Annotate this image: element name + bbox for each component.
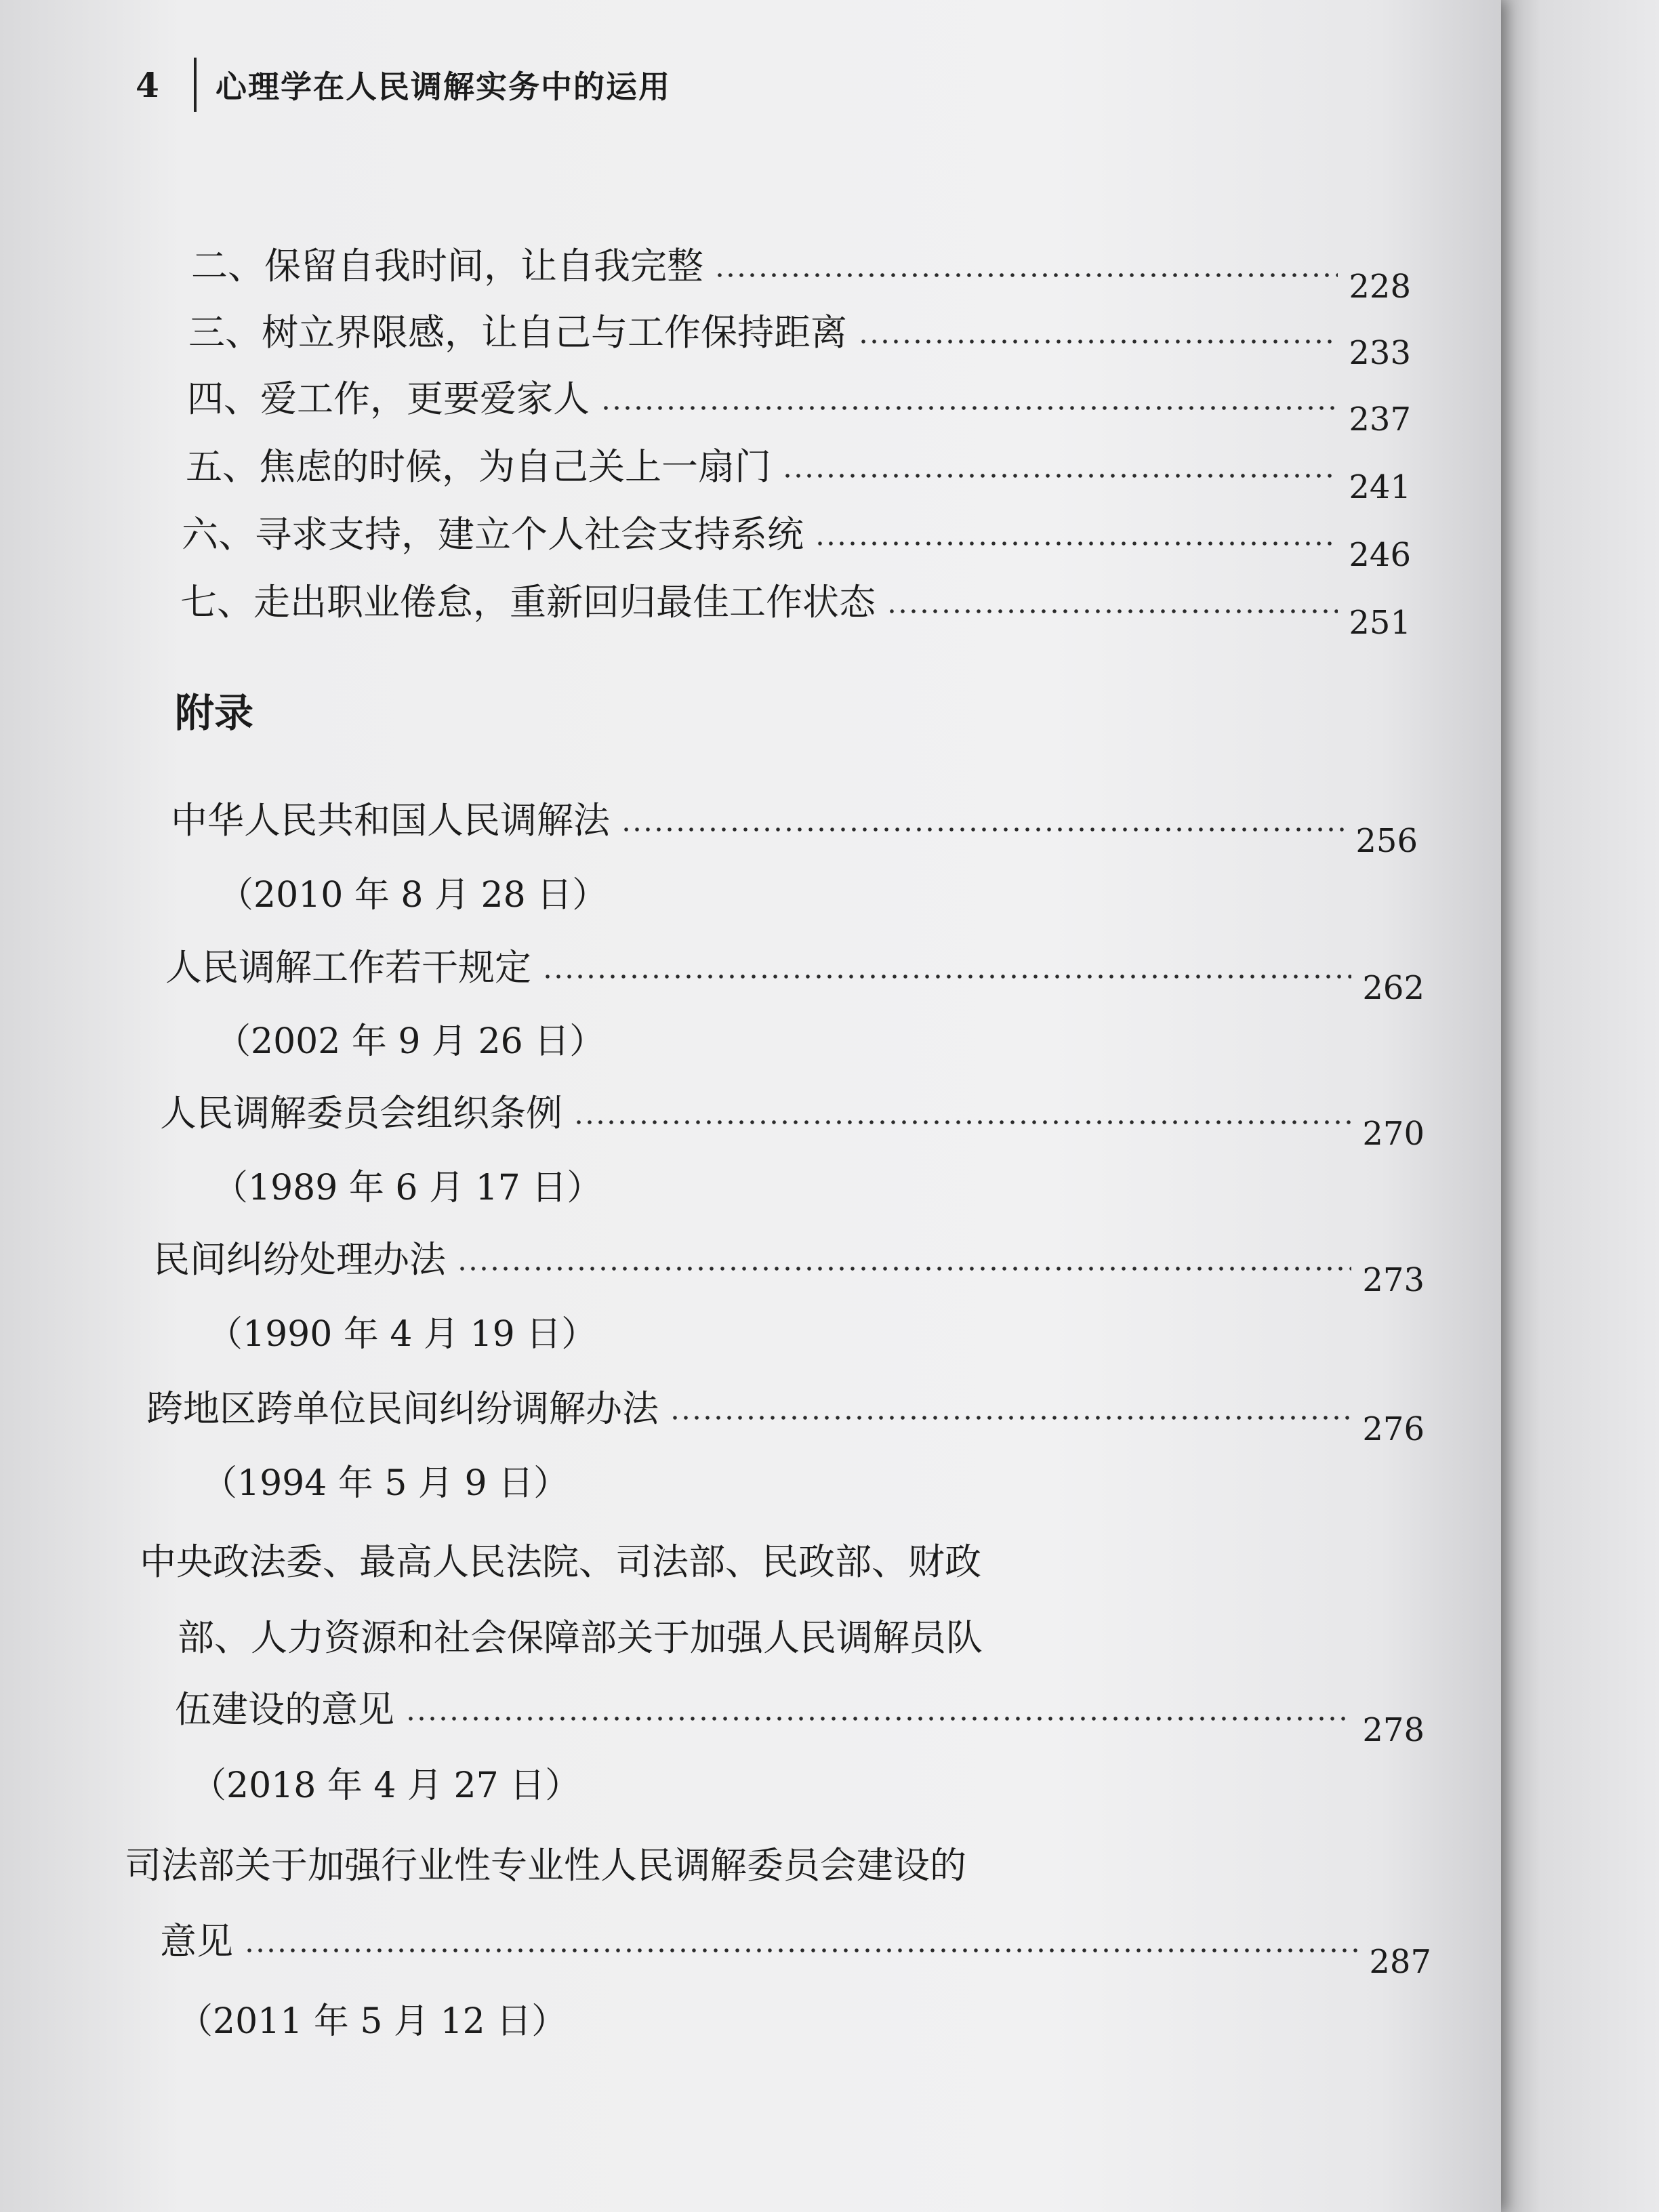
toc-entry [186, 438, 1411, 506]
appendix-entry-title: 伍建设的意见 [175, 1688, 394, 1731]
appendix-entry-page: 276 [1362, 1410, 1425, 1448]
dot-leader [714, 273, 1338, 277]
dot-leader [782, 474, 1338, 478]
appendix-entry-title-line: 部、人力资源和社会保障部关于加强人民调解员队 [178, 1616, 983, 1659]
appendix-entry-date: （1989 年 6 月 17 日） [213, 1168, 602, 1208]
toc-entry-title: 四、爱工作，更要爱家人 [187, 377, 590, 420]
appendix-heading: 附录 [175, 690, 254, 736]
book-title: 心理学在人民调解实务中的运用 [216, 68, 671, 105]
toc-entry [188, 304, 1411, 372]
appendix-entry-page: 278 [1362, 1711, 1425, 1749]
toc-entry [191, 237, 1411, 306]
appendix-entry-title: 民间纠纷处理办法 [153, 1238, 446, 1281]
dot-leader [244, 1948, 1358, 1952]
dot-leader [573, 1120, 1351, 1124]
toc-entry-page: 246 [1349, 536, 1411, 574]
appendix-entry-date: （2010 年 8 月 28 日） [218, 875, 608, 916]
appendix-entry-page: 273 [1362, 1261, 1425, 1299]
dot-leader [600, 406, 1338, 410]
appendix-entry [153, 1231, 1425, 1299]
dot-leader [542, 975, 1351, 979]
appendix-entry-title: 人民调解委员会组织条例 [160, 1092, 562, 1134]
appendix-entry-title-line: 司法部关于加强行业性专业性人民调解委员会建设的 [125, 1844, 966, 1887]
appendix-entry-date: （1990 年 4 月 19 日） [207, 1314, 597, 1355]
toc-entry-page: 228 [1349, 268, 1411, 306]
appendix-entry-page: 262 [1362, 969, 1425, 1007]
dot-leader [621, 827, 1345, 832]
appendix-entry-title: 跨地区跨单位民间纠纷调解办法 [146, 1387, 659, 1430]
appendix-entry [146, 1380, 1425, 1448]
adjacent-page-edge [1501, 0, 1659, 2212]
appendix-entry-title: 意见 [160, 1920, 233, 1963]
appendix-entry-title: 人民调解工作若干规定 [165, 946, 531, 989]
toc-entry-title: 五、焦虑的时候，为自己关上一扇门 [186, 445, 771, 488]
appendix-entry-date: （2018 年 4 月 27 日） [191, 1765, 581, 1806]
toc-entry-title: 三、树立界限感，让自己与工作保持距离 [188, 311, 847, 354]
dot-leader [858, 340, 1338, 344]
toc-entry-title: 六、寻求支持，建立个人社会支持系统 [182, 513, 804, 556]
toc-entry-page: 251 [1349, 604, 1411, 642]
appendix-entry-date: （2002 年 9 月 26 日） [216, 1021, 605, 1062]
dot-leader [670, 1416, 1351, 1420]
appendix-entry-date: （2011 年 5 月 12 日） [178, 2001, 567, 2042]
dot-leader [815, 541, 1338, 546]
appendix-entry-page: 256 [1355, 822, 1418, 860]
toc-entry [182, 506, 1411, 574]
toc-entry [187, 370, 1411, 438]
running-header [136, 54, 671, 115]
appendix-entry [160, 1084, 1425, 1153]
appendix-entry [165, 939, 1425, 1007]
dot-leader [457, 1267, 1351, 1271]
appendix-entry-page: 270 [1362, 1115, 1425, 1153]
appendix-entry [160, 1912, 1431, 1981]
page-number: 4 [136, 64, 159, 105]
appendix-entry-title: 中华人民共和国人民调解法 [171, 799, 610, 842]
appendix-entry [171, 792, 1418, 860]
toc-entry-page: 241 [1349, 468, 1411, 506]
appendix-entry-title-line: 中央政法委、最高人民法院、司法部、民政部、财政 [140, 1540, 981, 1583]
toc-entry [180, 573, 1411, 642]
toc-entry-title: 七、走出职业倦怠，重新回归最佳工作状态 [180, 581, 876, 623]
dot-leader [886, 609, 1338, 613]
toc-entry-page: 233 [1349, 334, 1411, 372]
appendix-entry-page: 287 [1369, 1943, 1431, 1981]
toc-entry-title: 二、保留自我时间，让自我完整 [191, 245, 703, 287]
dot-leader [405, 1717, 1351, 1721]
toc-entry-page: 237 [1349, 401, 1411, 438]
appendix-entry [175, 1681, 1425, 1749]
appendix-entry-date: （1994 年 5 月 9 日） [202, 1463, 569, 1504]
header-divider [194, 58, 197, 112]
